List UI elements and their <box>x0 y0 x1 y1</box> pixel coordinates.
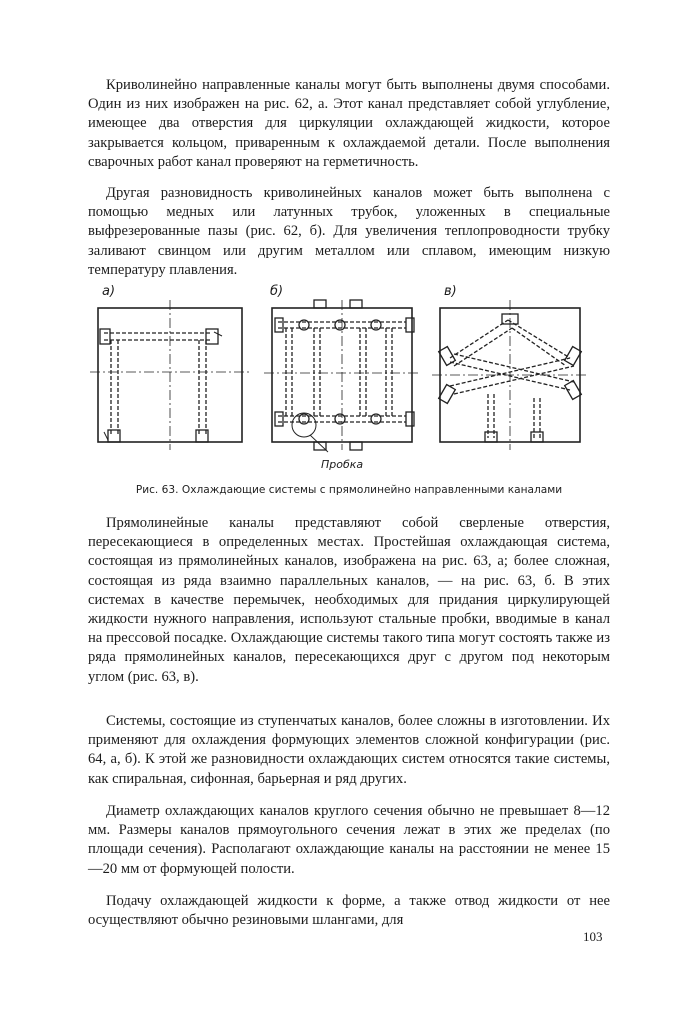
figure-63-drawing <box>88 282 618 478</box>
figure-63 <box>88 282 618 478</box>
figure-label-v: в) <box>444 284 457 299</box>
page-number: 103 <box>583 929 603 944</box>
figure-caption: Рис. 63. Охлаждающие системы с прямолинейно направленными каналами <box>135 484 563 496</box>
paragraph-straight-channels: Прямолинейные каналы представляют собой сверленые отверстия, пересекающиеся в определенных местах. Простейшая охлаждающая система, состоящая из прямолинейных каналов, изображена на рис. 63, а; более сложная, состоящая из ряда взаимно параллельных каналов, — на рис. 63, б. В этих системах в качестве перемычек, необходимых для придания циркулирующей жидкости нужного направления, используют стальные пробки, вводимые в канал на прессовой посадке. Охлаждающие системы такого типа могут состоять также из ряда прямолинейных каналов, пересекающихся друг с другом под некоторым углом (рис. 63, в). <box>88 515 610 685</box>
diagram-v <box>432 300 588 450</box>
diagram-b <box>264 300 420 452</box>
plug-label: Пробка <box>321 458 364 471</box>
diagram-a <box>90 300 250 450</box>
figure-label-b: б) <box>270 284 284 299</box>
paragraph-stepped-channels: Системы, состоящие из ступенчатых каналов, более сложны в изготовлении. Их применяют для охлаждения формующих элементов сложной конфигурации (рис. 64, а, б). К этой же разновидности охлаждающих систем относятся такие системы, как спиральная, сифонная, барьерная и ряд других. <box>88 713 610 787</box>
paragraph-curved-channels: Криволинейно направленные каналы могут быть выполнены двумя способами. Один из них изображен на рис. 62, а. Этот канал представляет собой углубление, имеющее два отверстия для циркуляции охлаждающей жидкости, которое закрывается кольцом, приваренным к охлаждаемой детали. После выполнения сварочных работ канал проверяют на герметичность. <box>88 77 610 170</box>
figure-label-a: а) <box>102 284 116 299</box>
paragraph-channel-diameter: Диаметр охлаждающих каналов круглого сечения обычно не превышает 8—12 мм. Размеры каналов прямоугольного сечения лежат в этих же пределах (по площади сечения). Располагают охлаждающие каналы на расстоянии не менее 15—20 мм от формующей полости. <box>88 803 610 877</box>
paragraph-tube-channels: Другая разновидность криволинейных каналов может быть выполнена с помощью медных или латунных трубок, уложенных в специальные выфрезерованные пазы (рис. 62, б). Для увеличения теплопроводности трубку заливают свинцом или другим металлом или сплавом, имеющим низкую температуру плавления. <box>88 185 610 278</box>
paragraph-coolant-supply: Подачу охлаждающей жидкости к форме, а также отвод жидкости от нее осуществляют обычно резиновыми шлангами, для <box>88 893 610 929</box>
